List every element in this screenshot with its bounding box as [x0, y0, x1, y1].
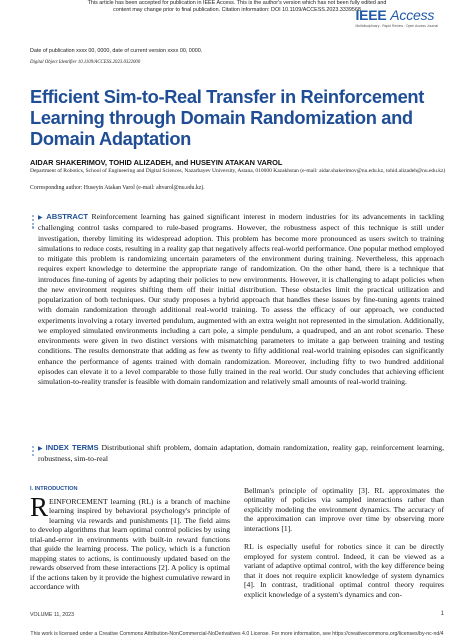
journal-tagline: Multidisciplinary : Rapid Review : Open Access Journal: [355, 24, 438, 28]
notice-line-1: This article has been accepted for publication in IEEE Access. This is the author's version which has not been fully edited and: [87, 0, 387, 6]
abstract-dot-rule: [30, 215, 36, 230]
journal-logo-bold: IEEE: [355, 7, 387, 23]
abstract-heading: ABSTRACT: [46, 212, 88, 221]
author-affiliation: Department of Robotics, School of Engineering and Digital Sciences, Nazarbayev University, Astana, 010000 Kazakhstan (e-mail: aidar.shakerimov@nu.edu.kz, tohid.alizadeh@nu.edu.kz): [30, 168, 446, 174]
intro-paragraph-1: [30, 492, 230, 592]
abstract-paragraph: [38, 212, 444, 387]
notice-line-2: content may change prior to final publication. Citation information: DOI 10.1109/ACCESS.2023.3339568: [113, 7, 361, 14]
section-heading-introduction: I. INTRODUCTION: [30, 486, 78, 492]
left-column: [30, 486, 230, 592]
intro-paragraph-2: Bellman's principle of optimality [3]. RL approximates the optimality of policies via sampled interactions rather than explicitly modeling the environment dynamics. The accuracy of the approximation can improve over time by observing more interactions [1].: [244, 486, 444, 533]
index-terms-text: Distributional shift problem, domain adaptation, domain randomization, reality gap, reinforcement learning, robustness, sim-to-real: [38, 443, 445, 464]
index-terms-heading: INDEX TERMS: [45, 443, 99, 452]
publication-info: Date of publication xxxx 00, 0000, date of current version xxxx 00, 0000.: [30, 48, 203, 54]
abstract-section: [30, 212, 444, 387]
journal-logo: [355, 8, 438, 28]
paper-title: Efficient Sim-to-Real Transfer in Reinforcement Learning through Domain Randomization and Domain Adaptation: [30, 86, 424, 149]
page-number: 1: [440, 611, 444, 617]
intro-paragraph-3: RL is especially useful for robotics since it can be directly employed for system control. Indeed, it can be viewed as a variant of adaptive optimal control, with the key difference being that it does not require explicit knowledge of system dynamics [4]. In contrast, traditional optimal control theory requires explicit knowledge of a system's dynamics and con-: [244, 542, 444, 599]
triangle-marker-icon: ▶: [38, 446, 44, 452]
license-notice: This work is licensed under a Creative Commons Attribution-NonCommercial-NoDerivatives 4.0 License. For more information, see https://creativecommons.org/licenses/by-nc-nd/4: [30, 631, 444, 637]
corresponding-author: Corresponding author: Huseyin Atakan Varol (e-mail: ahvarol@nu.edu.kz).: [30, 185, 205, 191]
drop-cap: R: [30, 492, 49, 522]
index-terms-dot-rule: [30, 446, 36, 457]
index-terms-paragraph: [38, 443, 444, 465]
triangle-marker-icon: ▶: [38, 215, 45, 221]
index-terms-section: [30, 443, 444, 465]
right-column: [244, 486, 444, 599]
abstract-text: Reinforcement learning has gained significant interest in modern industries for its advancements in tackling challenging control tasks compared to rule-based programs. However, the robustness aspect of this technique is still under investigation, thereby limiting its widespread adoption. This problem has become more pronounced as users switch to training simulations to reduce costs, resulting in a reality gap that negatively affects real-world performance. One popular method employed to mitigate this problem is randomizing uncertain parameters of the environment during training. Nevertheless, this approach requires expert knowledge to determine the appropriate range of randomization. On the other hand, there is a technique that introduces fine-tuning of agents by adapting their policies to new environments. However, it is challenging to adapt policies when the new environment requires shifting them off their initial distribution. These obstacles limit the practical utilization and popularization of both techniques. Our study proposes a hybrid approach that handles these issues by fine-tuning agents trained with domain randomization through additional real-world training. To assess the efficacy of our approach, we conducted experiments involving a rotary inverted pendulum, augmented with an extra weight not represented in the simulation. Additionally, we employed simulated environments including a cart pole, a simple pendulum, a quadruped, and an ant robot scenario. These environments were given in two distinct versions with mismatching parameters to imitate a gap between training and testing conditions. The results demonstrate that adding as few as twenty to fifty additional real-world training episodes can significantly enhance the performance of agents trained with domain randomization. Moreover, including fifty to two hundred additional episodes can elevate it to a level comparable to those fully trained in the real world. Our study concludes that achieving efficient simulation-to-reality transfer is feasible with domain randomization and relatively small amounts of real-world training.: [38, 212, 444, 386]
journal-logo-italic: Access: [390, 7, 435, 23]
author-list: AIDAR SHAKERIMOV, TOHID ALIZADEH, and HUSEYIN ATAKAN VAROL: [30, 158, 283, 167]
digital-object-identifier: Digital Object Identifier 10.1109/ACCESS.2023.0322000: [30, 60, 141, 65]
volume-label: VOLUME 11, 2023: [30, 612, 75, 618]
intro-paragraph-1-text: EINFORCEMENT learning (RL) is a branch of machine learning inspired by behavioral psychology's principle of learning via rewards and punishments [1]. The field aims to develop algorithms that learn optimal control policies by using trial-and-error in environments with built-in reward functions that guide the learning process. The policy, which is a function mapping states to actions, is continuously updated based on the rewards observed from these interactions [2]. A policy is optimal if the actions taken by it provide the highest cumulative reward in accordance with: [30, 497, 230, 592]
